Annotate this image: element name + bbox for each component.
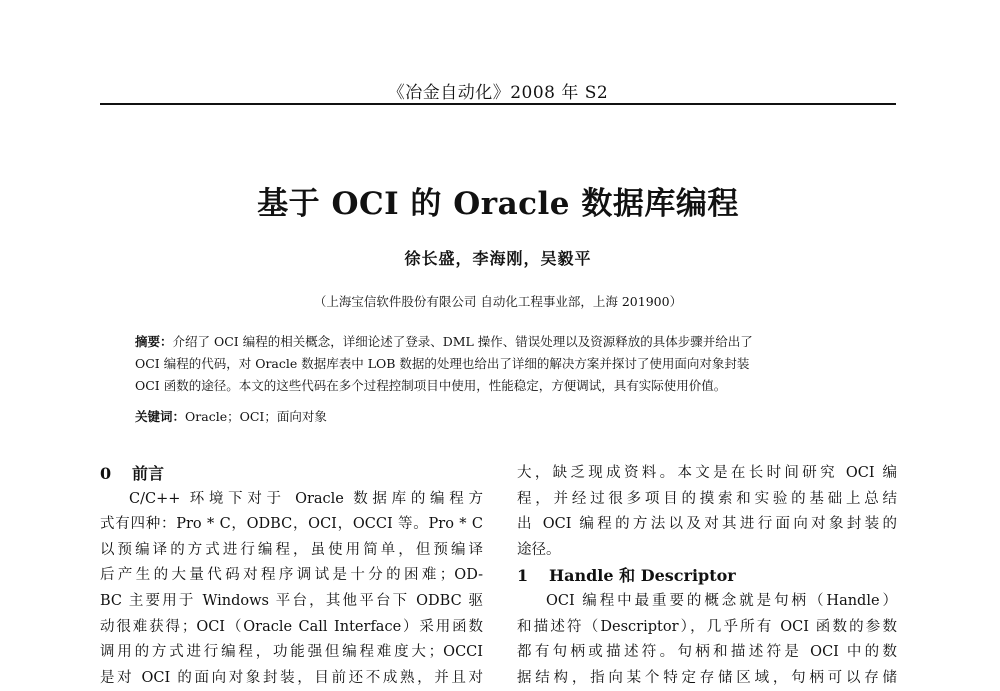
body-line: 后产生的大量代码对程序调试是十分的困难；OD- [100, 567, 483, 584]
body-line: C/C++ 环境下对于 Oracle 数据库的编程方 [129, 490, 483, 507]
keywords-label: 关键词： [135, 409, 186, 424]
journal-header: 《冶金自动化》2008 年 S2 [387, 83, 609, 103]
header-rule [100, 103, 896, 105]
paper-title: 基于 OCI 的 Oracle 数据库编程 [257, 186, 739, 222]
keywords-text: Oracle；OCI；面向对象 [185, 409, 327, 424]
body-line: 途径。 [517, 541, 561, 558]
section-number: 0 [100, 464, 112, 483]
section-heading-0 [100, 461, 483, 487]
body-line: 式有四种：Pro * C，ODBC，OCI，OCCI 等。Pro * C [100, 516, 483, 533]
body-line: BC 主要用于 Windows 平台，其他平台下 ODBC 驱 [100, 592, 483, 609]
abstract-line: OCI 函数的途径。本文的这些代码在多个过程控制项目中使用，性能稳定，方便调试，具有实际使用价值。 [135, 378, 727, 393]
body-line: 和描述符（Descriptor），几乎所有 OCI 函数的参数 [517, 618, 897, 635]
authors: 徐长盛，李海刚，吴毅平 [404, 249, 592, 268]
abstract-line: OCI 编程的代码，对 Oracle 数据库表中 LOB 数据的处理也给出了详细的解决方案并探讨了使用面向对象封装 [135, 356, 750, 371]
abstract [135, 331, 875, 397]
section-number: 1 [517, 566, 529, 586]
body-line: 动很难获得；OCI（Oracle Call Interface）采用函数 [100, 618, 483, 635]
abstract-label: 摘要： [135, 334, 173, 349]
section-title: 前言 [132, 464, 165, 483]
body-line: 程，并经过很多项目的摸索和实验的基础上总结 [517, 490, 897, 507]
body-line: 据结构，指向某个特定存储区域，句柄可以存储 [517, 669, 897, 686]
section-title: Handle 和 Descriptor [549, 566, 736, 586]
section-heading-1 [517, 563, 897, 589]
body-line: 以预编译的方式进行编程，虽使用简单，但预编译 [100, 541, 483, 558]
right-column [517, 461, 897, 691]
body-line: 都有句柄或描述符。句柄和描述符是 OCI 中的数 [517, 644, 897, 661]
body-line: 调用的方式进行编程，功能强但编程难度大；OCCI [100, 644, 483, 661]
body-line: OCI 编程中最重要的概念就是句柄（Handle） [546, 592, 897, 609]
abstract-line: 介绍了 OCI 编程的相关概念，详细论述了登录、DML 操作、错误处理以及资源释放的具体步骤并给出了 [172, 334, 753, 349]
body-line: 是对 OCI 的面向对象封装，目前还不成熟，并且对 [100, 669, 483, 686]
left-column [100, 461, 483, 691]
affiliation: （上海宝信软件股份有限公司 自动化工程事业部，上海 201900） [313, 294, 683, 309]
body-line: 大，缺乏现成资料。本文是在长时间研究 OCI 编 [517, 465, 897, 481]
keywords [135, 407, 327, 425]
body-line: 出 OCI 编程的方法以及对其进行面向对象封装的 [517, 516, 897, 533]
